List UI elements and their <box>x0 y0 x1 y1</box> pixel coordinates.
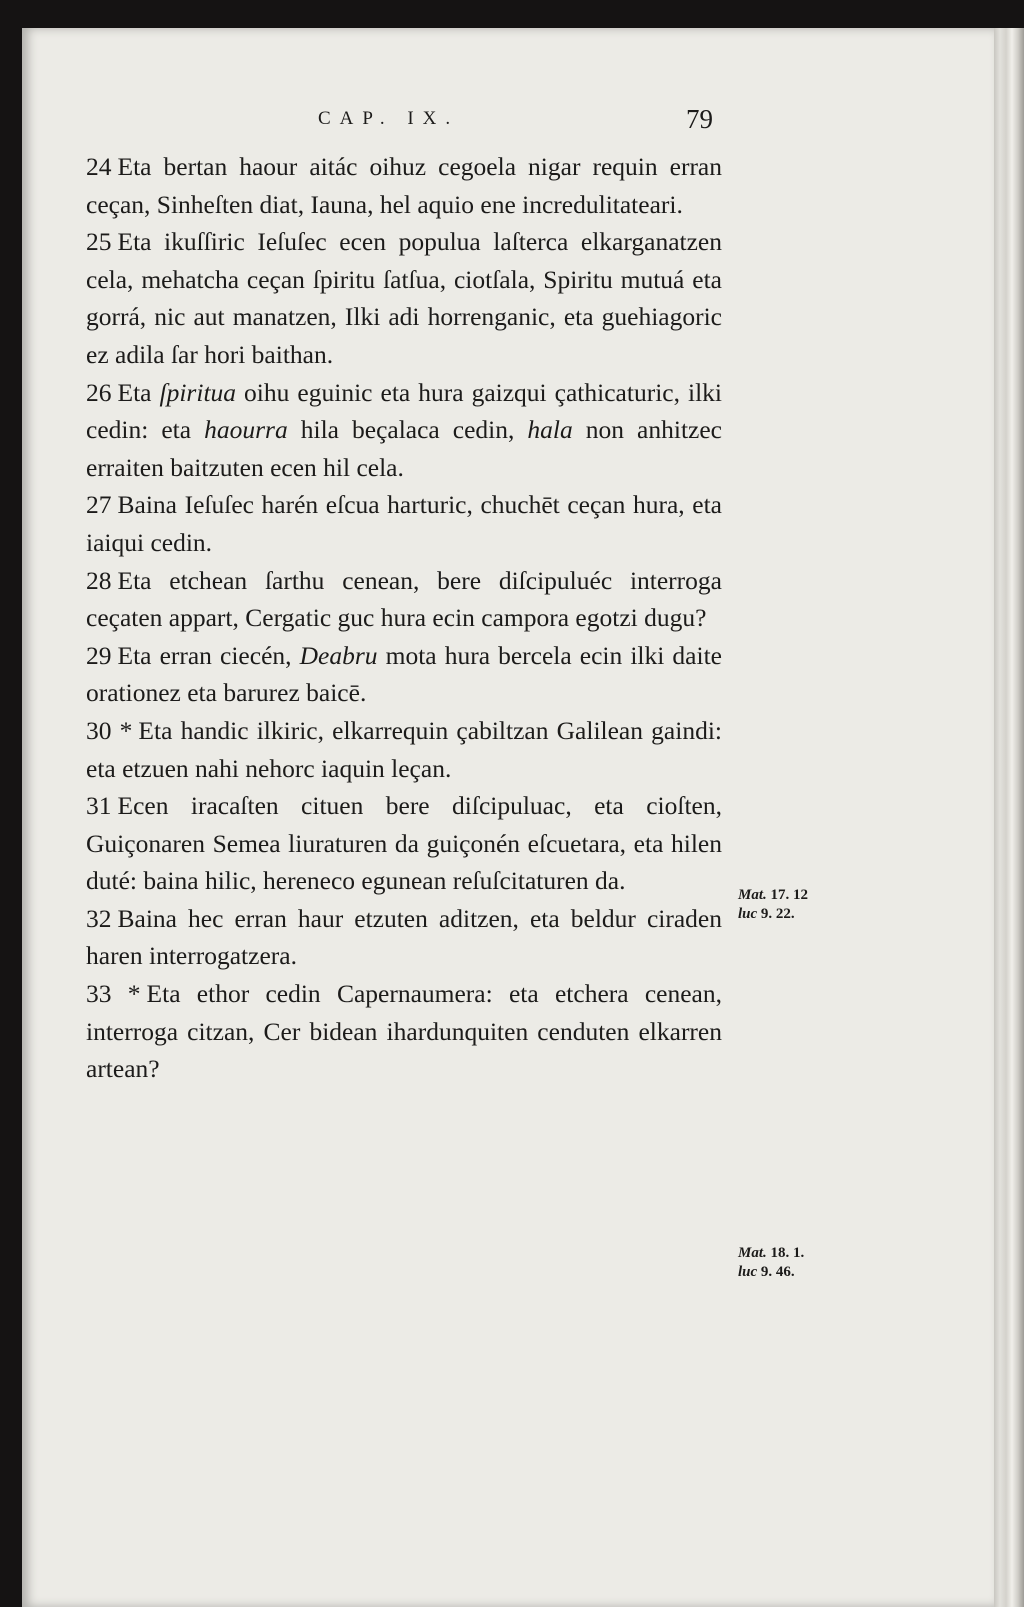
verse-31 <box>86 787 722 900</box>
verse-text: Baina hec erran haur etzuten aditzen, eta beldur ciraden haren interrogatzera. <box>86 903 722 971</box>
verse-number: 30 * <box>86 715 133 745</box>
margin-reference-matthew-17 <box>738 886 808 924</box>
running-head: CAP. IX. <box>318 108 460 129</box>
verse-italic-word: hala <box>527 415 573 445</box>
verse-text: Baina Ieſuſec harén eſcua harturic, chuchēt ceçan hura, eta iaiqui cedin. <box>86 490 722 557</box>
verse-text: Ecen iracaſten cituen bere diſcipuluac, eta cioſten, Guiçonaren Semea liuraturen da guiçonén eſcuetara, eta hilen duté: baina hilic, hereneco egunean reſuſcitaturen da. <box>86 791 722 896</box>
verse-text: Eta bertan haour aitác oihuz cegoela nigar requin erran ceçan, Sinheſten diat, Iauna, hel aquio ene incredulitateari. <box>86 152 722 219</box>
ref-book: luc <box>738 1264 758 1280</box>
verse-text: non anhitzec erraiten baitzuten ecen hil cela. <box>86 415 723 482</box>
verse-32 <box>86 900 722 975</box>
verse-33 <box>86 975 722 1088</box>
verse-number: 28 <box>86 565 112 595</box>
verse-number: 25 <box>86 227 112 257</box>
ref-chapter-verse: 9. 22. <box>760 906 795 922</box>
verse-number: 27 <box>86 490 112 520</box>
ref-chapter-verse: 17. 12 <box>770 887 809 903</box>
page-stack-edge <box>994 28 1024 1607</box>
verse-text: mota hura bercela ecin ilki daite orationez eta barurez baicē. <box>86 640 722 708</box>
verse-text: Eta ikuſſiric Ieſuſec ecen populua laſterca elkarganatzen cela, mehatcha ceçan ſpiritu ſatſua, ciotſala, Spiritu mutuá eta gorrá, nic aut manatzen, Ilki adi horrenganic, eta guehiagoric ez adila ſar hori baithan. <box>86 227 722 369</box>
verse-number: 29 <box>86 640 112 670</box>
verse-28 <box>86 562 722 637</box>
verse-italic-word: ſpiritua <box>159 377 237 407</box>
scan-top-border <box>0 0 1024 28</box>
verse-30 <box>86 712 722 787</box>
ref-book: luc <box>738 906 758 922</box>
verse-text: Eta etchean ſarthu cenean, bere diſcipuluéc interroga ceçaten appart, Cergatic guc hura ecin campora egotzi dugu? <box>86 565 722 633</box>
verse-26 <box>86 374 722 487</box>
ref-chapter-verse: 18. 1. <box>770 1245 805 1261</box>
margin-reference-matthew-18 <box>738 1244 804 1282</box>
verse-text: hila beçalaca cedin, <box>287 415 528 445</box>
verse-24 <box>86 148 722 223</box>
ref-book: Mat. <box>738 887 767 903</box>
verse-25 <box>86 223 722 373</box>
verse-29 <box>86 637 722 712</box>
verse-text: Eta ethor cedin Capernaumera: eta etchera cenean, interroga citzan, Cer bidean ihardunquiten cenduten elkarren artean? <box>86 979 722 1084</box>
page-number: 79 <box>686 104 713 134</box>
verse-text: Eta <box>117 377 160 407</box>
verse-number: 32 <box>86 903 112 933</box>
body-text <box>86 148 722 1088</box>
verse-number: 26 <box>86 377 112 407</box>
verse-text: Eta handic ilkiric, elkarrequin çabiltzan Galilean gaindi: eta etzuen nahi nehorc iaquin leçan. <box>86 715 722 783</box>
verse-number: 33 * <box>86 979 141 1009</box>
verse-number: 24 <box>86 152 112 181</box>
verse-text: oihu eguinic eta hura gaizqui çathicaturic, ilki cedin: eta <box>86 377 722 445</box>
ref-chapter-verse: 9. 46. <box>760 1264 795 1280</box>
verse-27 <box>86 486 722 561</box>
verse-number: 31 <box>86 791 112 821</box>
page-header <box>300 104 720 134</box>
ref-book: Mat. <box>738 1245 767 1261</box>
verse-text: Eta erran ciecén, <box>117 640 300 670</box>
verse-italic-word: haourra <box>204 415 288 445</box>
verse-italic-word: Deabru <box>299 640 378 670</box>
